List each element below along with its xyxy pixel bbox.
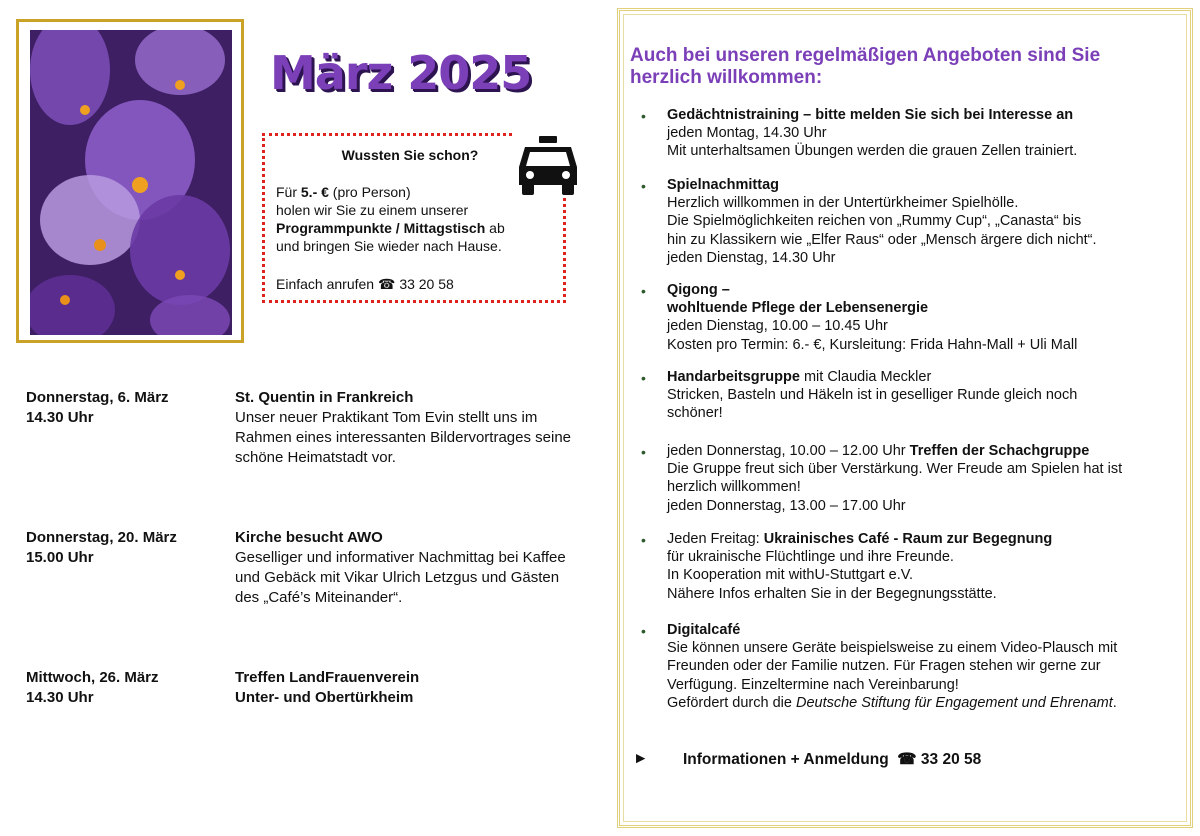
offer-title: Spielnachmittag — [667, 177, 779, 193]
page-title: März 2025 — [270, 46, 532, 100]
offer-line: Nähere Infos erhalten Sie in der Begegnungsstätte. — [667, 585, 997, 602]
offer-line: Gefördert durch die — [667, 694, 796, 711]
event-title: Kirche besucht AWO — [235, 529, 383, 546]
event-desc: Geselliger und informativer Nachmittag bei Kaffee und Gebäck mit Vikar Ulrich Letzgus und Gästen des „Café’s Miteinander“. — [235, 549, 566, 606]
offer-title: Ukrainisches Café - Raum zur Begegnung — [763, 531, 1053, 547]
event-when — [26, 668, 226, 708]
event-when — [26, 528, 226, 568]
offer-line: hin zu Klassikern wie „Elfer Raus“ oder „Mensch ärgere dich nicht“. — [667, 231, 1097, 248]
event-what — [235, 388, 575, 468]
call-text: Einfach anrufen — [276, 276, 375, 292]
offer-line: Kosten pro Termin: 6.- €, Kursleitung: Frida Hahn-Mall + Uli Mall — [667, 336, 1078, 353]
offer-foundation: Deutsche Stiftung für Engagement und Ehrenamt — [795, 694, 1113, 711]
offer-line: jeden Montag, 14.30 Uhr — [667, 125, 827, 142]
event-title: St. Quentin in Frankreich — [235, 389, 414, 406]
info-line2: holen wir Sie zu einem unserer — [276, 202, 469, 218]
arrow-right-icon: ► — [633, 750, 649, 767]
bullet-icon: • — [641, 108, 646, 124]
panel-title: Auch bei unseren regelmäßigen Angeboten sind Sie herzlich willkommen: — [630, 45, 1101, 88]
offer-title: Treffen der Schachgruppe — [909, 443, 1090, 459]
crocus-photo — [30, 30, 232, 335]
photo-frame — [16, 19, 244, 343]
bullet-icon: • — [641, 178, 646, 194]
offer-text — [667, 621, 1172, 712]
event-desc: Unser neuer Praktikant Tom Evin stellt uns im Rahmen eines interessanten Bildervortrages seine schöne Heimatstadt vor. — [235, 409, 572, 466]
bullet-icon: • — [641, 532, 646, 548]
event-time: 15.00 Uhr — [26, 549, 94, 566]
phone-icon: ☎ — [377, 276, 396, 292]
info-line1-a: Für — [276, 184, 301, 200]
info-box-heading: Wussten Sie schon? — [341, 147, 479, 163]
info-line1-b: (pro Person) — [328, 184, 411, 200]
info-price: 5.- € — [300, 184, 329, 200]
bullet-icon: • — [641, 283, 646, 299]
offer-title-rest: mit Claudia Meckler — [799, 369, 932, 385]
offer-line: jeden Donnerstag, 13.00 – 17.00 Uhr — [667, 497, 906, 514]
event-time: 14.30 Uhr — [26, 409, 94, 426]
offer-line: Die Spielmöglichkeiten reichen von „Rummy Cup“, „Canasta“ bis — [667, 213, 1082, 230]
bullet-icon: • — [641, 623, 646, 639]
bullet-icon: • — [641, 444, 646, 460]
offer-pre: jeden Donnerstag, 10.00 – 12.00 Uhr — [667, 443, 910, 459]
offer-line: Mit unterhaltsamen Übungen werden die grauen Zellen trainiert. — [667, 143, 1078, 160]
offer-text — [667, 368, 1127, 423]
footer-text — [683, 750, 981, 769]
event-time: 14.30 Uhr — [26, 689, 94, 706]
offer-text — [667, 442, 1172, 515]
offer-text — [667, 281, 1177, 354]
event-date: Mittwoch, 26. März — [26, 669, 159, 686]
footer-phone: 33 20 58 — [920, 751, 982, 768]
offer-line: jeden Dienstag, 14.30 Uhr — [667, 249, 836, 266]
event-when — [26, 388, 226, 428]
offer-text — [667, 530, 1177, 603]
event-what — [235, 528, 575, 608]
offer-line: Stricken, Basteln und Häkeln ist in geselliger Runde gleich noch schöner! — [667, 387, 1078, 422]
offer-line: In Kooperation mit withU-Stuttgart e.V. — [667, 567, 914, 584]
offer-line: Die Gruppe freut sich über Verstärkung. Wer Freude am Spielen hat ist herzlich willkommen! — [667, 461, 1123, 496]
bullet-icon: • — [641, 370, 646, 386]
offer-title: Handarbeitsgruppe — [667, 369, 800, 385]
offer-title: Qigong – — [667, 282, 730, 298]
event-desc: Unter- und Obertürkheim — [235, 689, 414, 706]
phone-icon: ☎ — [897, 751, 917, 768]
taxi-icon — [515, 133, 581, 197]
info-line3-bold: Programmpunkte / Mittagstisch — [276, 220, 486, 236]
event-title: Treffen LandFrauenverein — [235, 669, 420, 686]
offer-line: für ukrainische Flüchtlinge und ihre Freunde. — [667, 549, 954, 566]
footer-label: Informationen + Anmeldung — [683, 751, 889, 768]
phone-number: 33 20 58 — [399, 276, 454, 292]
event-what — [235, 668, 575, 708]
offer-line-end: . — [1112, 694, 1117, 711]
info-call — [276, 275, 454, 293]
offer-text — [667, 106, 1177, 161]
offer-line: jeden Dienstag, 10.00 – 10.45 Uhr — [667, 318, 888, 335]
info-box-body — [276, 183, 556, 255]
info-line3-rest: ab — [485, 220, 505, 236]
info-line4: und bringen Sie wieder nach Hause. — [276, 238, 502, 254]
offer-text — [667, 176, 1177, 267]
offer-title: Digitalcafé — [667, 622, 741, 638]
offer-subtitle: wohltuende Pflege der Lebensenergie — [667, 300, 929, 317]
offer-line: Herzlich willkommen in der Untertürkheimer Spielhölle. — [667, 195, 1019, 212]
offer-line: Sie können unsere Geräte beispielsweise zu einem Video-Plausch mit Freunden oder der Familie nutzen. Für Fragen stehen wir gerne zur Verfügung. Einzeltermine nach Vereinbarung! — [667, 640, 1118, 693]
offer-title: Gedächtnistraining – bitte melden Sie sich bei Interesse an — [667, 107, 1074, 123]
event-date: Donnerstag, 20. März — [26, 529, 177, 546]
event-date: Donnerstag, 6. März — [26, 389, 169, 406]
offer-pre: Jeden Freitag: — [667, 531, 764, 547]
